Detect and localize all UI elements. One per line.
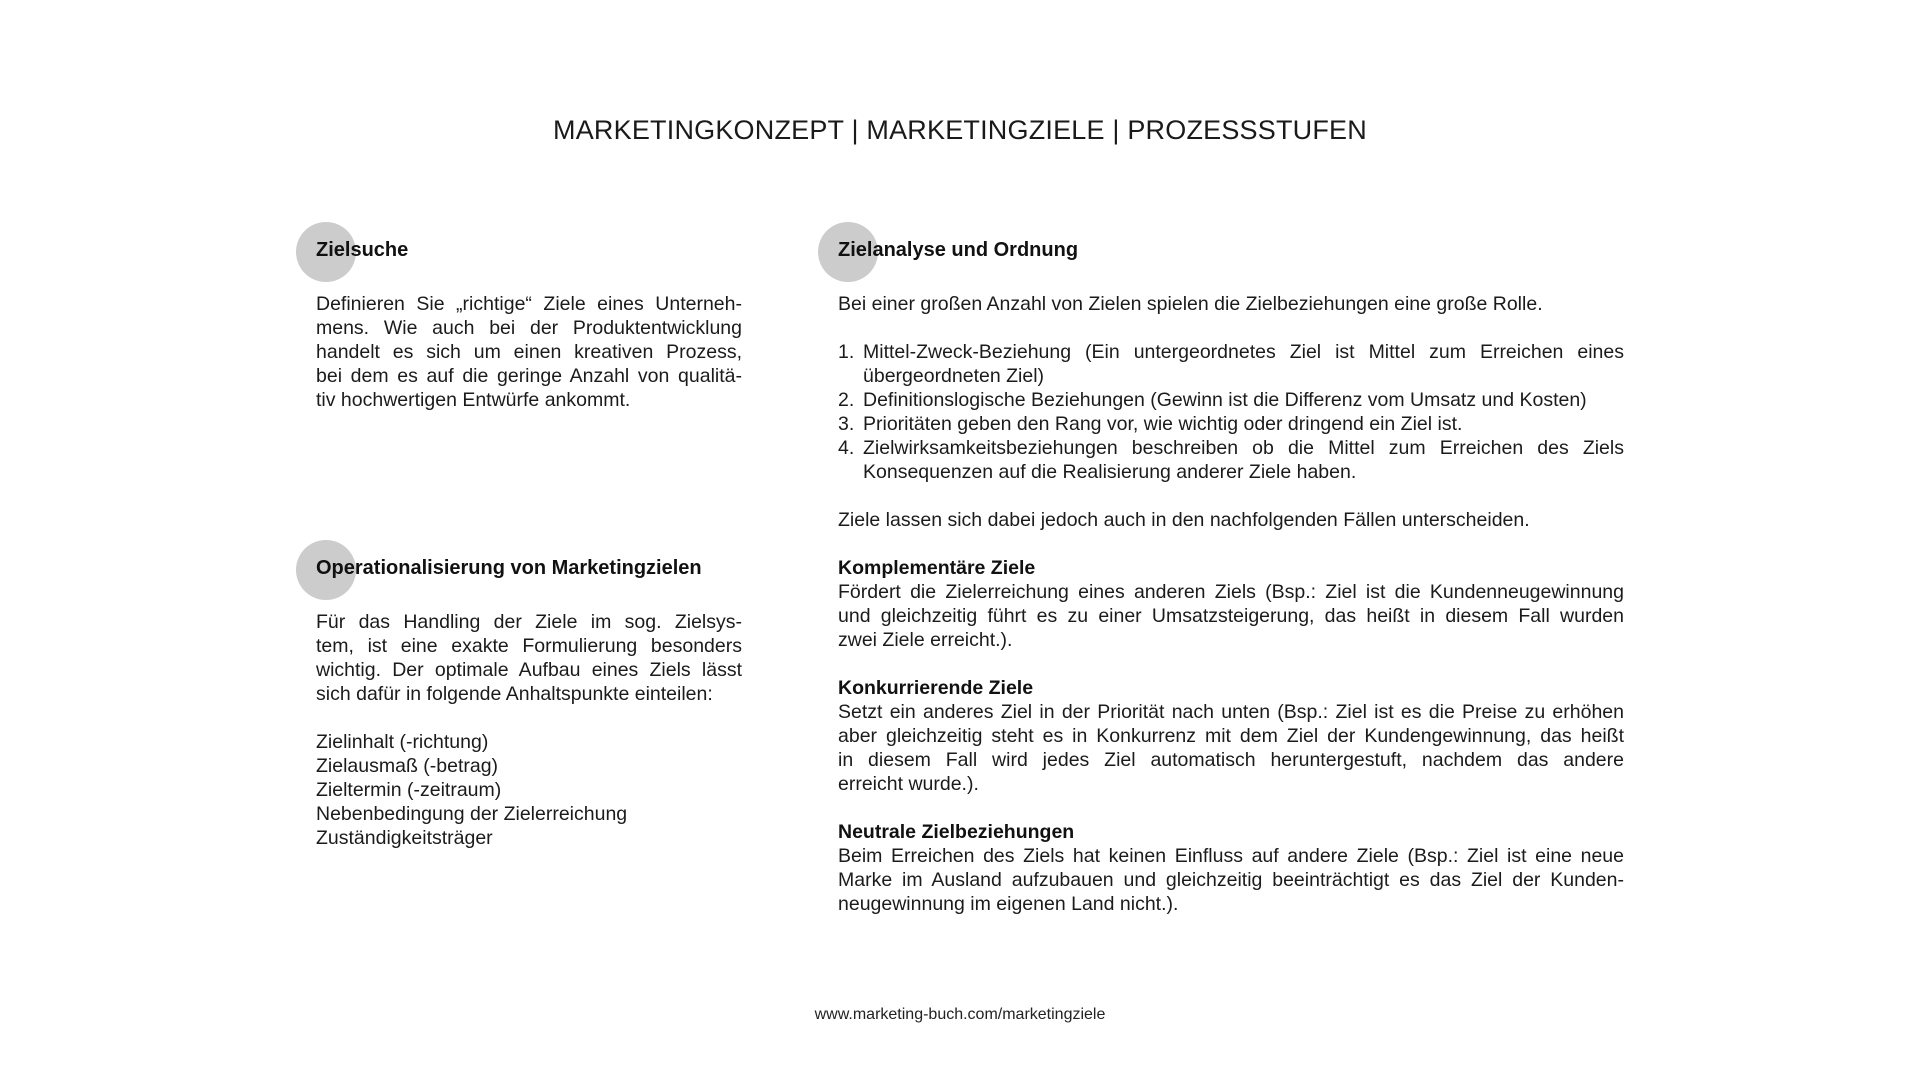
list-item: Nebenbedingung der Zielerreichung [316,803,628,825]
list-item [838,412,1624,436]
page-title: MARKETINGKONZEPT | MARKETINGZIELE | PROZESSSTUFEN [553,115,1367,145]
list-item [838,340,1624,388]
list-number: 3. [838,413,855,435]
text-line: Definitionslogische Beziehungen (Gewinn ist die Differenz vom Umsatz und Kosten) [863,389,1587,411]
text-line: Definieren Sie „richtige“ Ziele eines Unterneh- [316,293,742,315]
text-line: aber gleichzeitig steht es in Konkurrenz mit dem Ziel der Kundengewinnung, das heißt [838,725,1624,747]
list-item: Zielinhalt (-richtung) [316,731,489,753]
list-number: 2. [838,389,855,411]
section-heading-zielsuche: Zielsuche [316,239,409,261]
text-line: und gleichzeitig führt es zu einer Umsatzsteigerung, das heißt in diesem Fall wurden [838,605,1624,627]
case-title: Neutrale Zielbeziehungen [838,821,1075,843]
text-line: Setzt ein anderes Ziel in der Priorität nach unten (Bsp.: Ziel ist es die Preise zu erhöhen [838,701,1624,723]
section-heading-zielanalyse: Zielanalyse und Ordnung [838,239,1079,261]
text-line: mens. Wie auch bei der Produktentwicklung [316,317,742,339]
text-line: Konsequenzen auf die Realisierung anderer Ziele haben. [863,461,1357,483]
section-heading-operationalisierung: Operationalisierung von Marketingzielen [316,557,702,579]
text-line: zwei Ziele erreicht.). [838,629,1013,651]
text-line: Marke im Ausland aufzubauen und gleichzeitig beeinträchtigt es das Ziel der Kunden- [838,869,1624,891]
text-line: Mittel-Zweck-Beziehung (Ein untergeordnetes Ziel ist Mittel zum Erreichen eines [863,341,1624,363]
list-item: Zieltermin (-zeitraum) [316,779,502,801]
list-number: 4. [838,437,855,459]
list-item [838,436,1624,484]
list-item: Zielausmaß (-betrag) [316,755,499,777]
text-line: Für das Handling der Ziele im sog. Zielsys- [316,611,742,633]
text-line: bei dem es auf die geringe Anzahl von qualitä- [316,365,742,387]
case-neutral [838,820,1624,916]
relationship-list [838,340,1624,484]
text-line: Prioritäten geben den Rang vor, wie wichtig oder dringend ein Ziel ist. [863,413,1463,435]
case-title: Komplementäre Ziele [838,557,1036,579]
case-title: Konkurrierende Ziele [838,677,1034,699]
text-line: wichtig. Der optimale Aufbau eines Ziels lässt [316,659,742,681]
list-item: Zuständigkeitsträger [316,827,493,849]
footer-url[interactable]: www.marketing-buch.com/marketingziele [814,1006,1106,1023]
case-komplementaer [838,556,1624,652]
list-item [838,388,1624,412]
text-line: handelt es sich um einen kreativen Prozess, [316,341,742,363]
case-konkurrierend [838,676,1624,796]
text-line: Fördert die Zielerreichung eines anderen Ziels (Bsp.: Ziel ist die Kundenneugewinnung [838,581,1624,603]
list-number: 1. [838,341,855,363]
zielsuche-text [316,292,742,412]
zielanalyse-text [838,292,1624,916]
text-line: neugewinnung im eigenen Land nicht.). [838,893,1179,915]
text-line: sich dafür in folgende Anhaltspunkte einteilen: [316,683,713,705]
operationalisierung-text [316,610,742,850]
text-line: übergeordneten Ziel) [863,365,1045,387]
text-line: tiv hochwertigen Entwürfe ankommt. [316,389,631,411]
text-line: in diesem Fall wird jedes Ziel automatisch heruntergestuft, nachdem das andere [838,749,1624,771]
text-line: Beim Erreichen des Ziels hat keinen Einfluss auf andere Ziele (Bsp.: Ziel ist eine neue [838,845,1624,867]
text-line: erreicht wurde.). [838,773,979,795]
text-line: tem, ist eine exakte Formulierung besonders [316,635,742,657]
text-line: Zielwirksamkeitsbeziehungen beschreiben ob die Mittel zum Erreichen des Ziels [863,437,1624,459]
cases-intro-text: Ziele lassen sich dabei jedoch auch in den nachfolgenden Fällen unterscheiden. [838,509,1530,531]
intro-text: Bei einer großen Anzahl von Zielen spielen die Zielbeziehungen eine große Rolle. [838,293,1543,315]
